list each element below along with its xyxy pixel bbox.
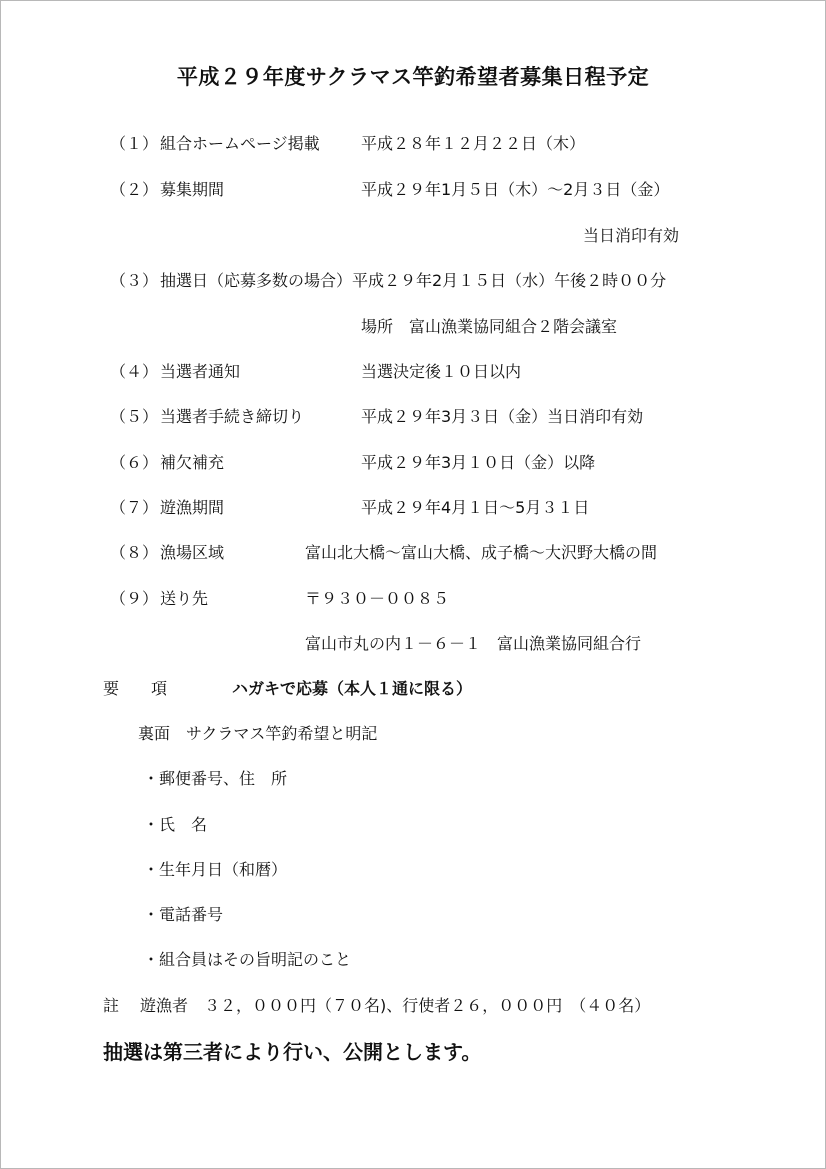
note-label: 註 <box>103 996 120 1015</box>
item-1-value: 平成２８年１２月２２日（木） <box>361 134 586 153</box>
requirements-method: ハガキで応募（本人１通に限る） <box>232 679 473 698</box>
item-3-label: 抽選日（応募多数の場合）平成２９年2月１５日（水）午後２時００分 <box>160 271 667 290</box>
item-5-value: 平成２９年3月３日（金）当日消印有効 <box>361 407 644 426</box>
item-2-value: 平成２９年1月５日（木）～2月３日（金） <box>361 180 670 199</box>
item-5-number: （５） <box>110 407 159 426</box>
fees-note: 遊漁者 ３２，０００円（７０名)、行使者２６，０００円 （４０名） <box>140 996 651 1015</box>
item-8-number: （８） <box>110 543 159 562</box>
item-4-label: 当選者通知 <box>160 362 241 381</box>
item-6-label: 補欠補充 <box>160 453 225 472</box>
item-7-value: 平成２９年4月１日～5月３１日 <box>361 498 590 517</box>
item-7-number: （７） <box>110 498 159 517</box>
item-3-note: 場所 富山漁業協同組合２階会議室 <box>361 317 618 336</box>
requirement-item: ・氏 名 <box>143 815 208 834</box>
requirement-item: ・生年月日（和暦） <box>143 860 288 879</box>
item-2-number: （２） <box>110 180 159 199</box>
item-9-value: 〒９３０－００８５ <box>305 589 450 608</box>
item-2-note: 当日消印有効 <box>583 226 680 245</box>
page-title: 平成２９年度サクラマス竿釣希望者募集日程予定 <box>176 65 650 89</box>
requirement-item: ・郵便番号、住 所 <box>143 769 288 788</box>
item-6-number: （６） <box>110 453 159 472</box>
item-1-label: 組合ホームページ掲載 <box>160 134 320 153</box>
item-8-value: 富山北大橋～富山大橋、成子橋～大沢野大橋の間 <box>305 543 658 562</box>
closing-statement: 抽選は第三者により行い、公開とします。 <box>103 1040 482 1064</box>
item-4-value: 当選決定後１０日以内 <box>361 362 522 381</box>
requirements-back-side: 裏面 サクラマス竿釣希望と明記 <box>138 724 378 743</box>
item-2-label: 募集期間 <box>160 180 225 199</box>
requirement-item: ・組合員はその旨明記のこと <box>143 950 352 969</box>
item-9-note: 富山市丸の内１－６－１ 富山漁業協同組合行 <box>305 634 642 653</box>
item-1-number: （１） <box>110 134 159 153</box>
item-9-number: （９） <box>110 589 159 608</box>
requirements-heading: 要 項 <box>103 679 168 698</box>
item-3-number: （３） <box>110 271 159 290</box>
item-4-number: （４） <box>110 362 159 381</box>
item-6-value: 平成２９年3月１０日（金）以降 <box>361 453 596 472</box>
requirement-item: ・電話番号 <box>143 905 224 924</box>
item-9-label: 送り先 <box>160 589 209 608</box>
item-7-label: 遊漁期間 <box>160 498 225 517</box>
item-8-label: 漁場区域 <box>160 543 225 562</box>
item-5-label: 当選者手続き締切り <box>160 407 305 426</box>
